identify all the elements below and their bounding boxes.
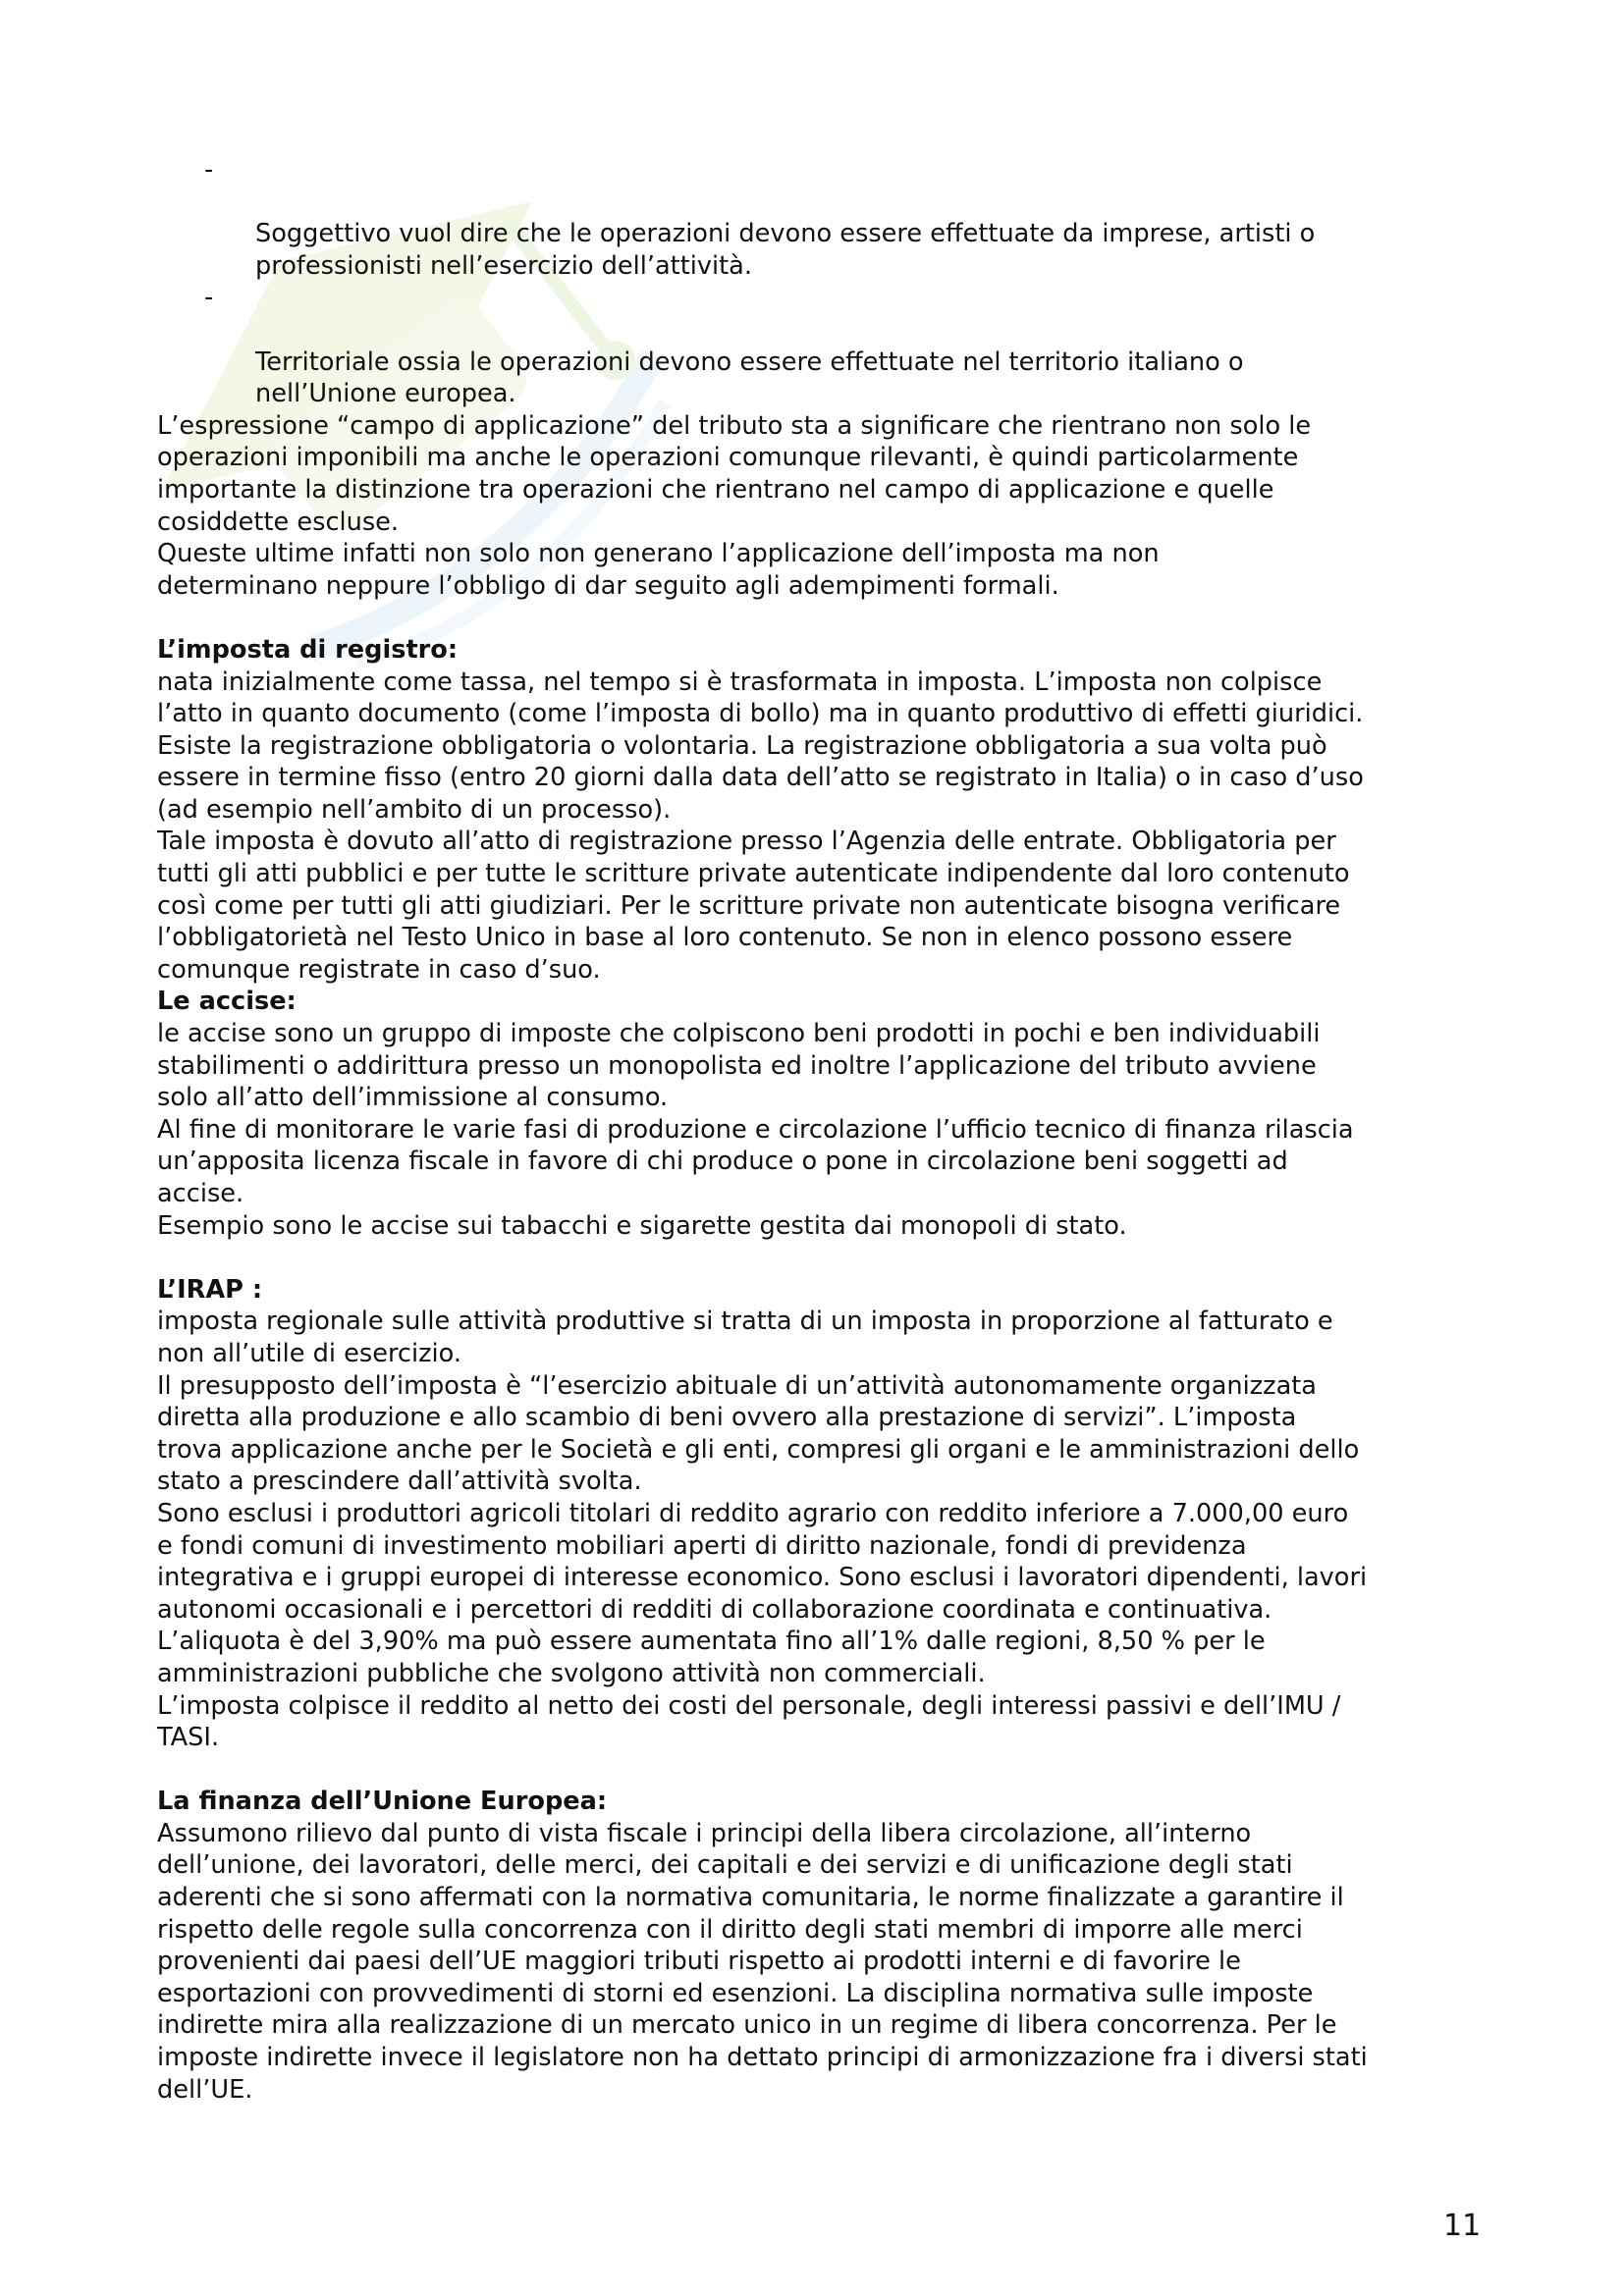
irap-paragraph-2: Il presupposto dell’imposta è “l’esercizio abituale di un’attività autonomamente organizzata diretta alla produzione e allo scambio di beni ovvero alla prestazione di servizi”. L’imposta trova applicazione anche per le Società e gli enti, compresi gli organi e le amministrazioni dello stato a prescindere dall’attività svolta.: [157, 1370, 1360, 1497]
spacer: [157, 1242, 1492, 1274]
bullet-marker: -: [204, 155, 214, 185]
section-heading-registro: L’imposta di registro:: [157, 634, 459, 665]
accise-paragraph-2: Al fine di monitorare le varie fasi di produzione e circolazione l’ufficio tecnico di finanza rilascia un’apposita licenza fiscale in favore di chi produce o pone in circolazione beni soggetti ad accise.: [157, 1114, 1354, 1208]
bullet-item-territoriale: [157, 282, 1492, 409]
irap-paragraph-5: L’imposta colpisce il reddito al netto dei costi del personale, degli interessi passivi e dell’IMU / TASI.: [157, 1690, 1341, 1753]
bullet-text: Territoriale ossia le operazioni devono essere effettuate nel territorio italiano o nell’Unione europea.: [255, 347, 1244, 409]
section-heading-irap: L’IRAP :: [157, 1274, 263, 1305]
bullet-text: Soggettivo vuol dire che le operazioni devono essere effettuate da imprese, artisti o professionisti nell’esercizio dell’attività.: [255, 219, 1316, 281]
section-heading-ue: La finanza dell’Unione Europea:: [157, 1787, 608, 1817]
registro-paragraph-1: nata inizialmente come tassa, nel tempo si è trasformata in imposta. L’imposta non colpisce l’atto in quanto documento (come l’imposta di bollo) ma in quanto produttivo di effetti giuridici. Esiste la registrazione obbligatoria o volontaria. La registrazione obbligatoria a sua volta può essere in termine fisso (entro 20 giorni dalla data dell’atto se registrato in Italia) o in caso d’uso (ad esempio nell’ambito di un processo).: [157, 667, 1364, 825]
section-heading-accise: Le accise:: [157, 987, 297, 1017]
irap-paragraph-3: Sono esclusi i produttori agricoli titolari di reddito agrario con reddito inferiore a 7.000,00 euro e fondi comuni di investimento mobiliari aperti di diritto nazionale, fondi di previdenza integrativa e i gruppi europei di interesse economico. Sono esclusi i lavoratori dipendenti, lavori autonomi occasionali e i percettori di redditi di collaborazione coordinata e continuativa.: [157, 1498, 1368, 1625]
page-number: 11: [1443, 2209, 1482, 2243]
document-body: [157, 154, 1492, 2106]
spacer: [157, 1754, 1492, 1787]
registro-paragraph-2: Tale imposta è dovuto all’atto di registrazione presso l’Agenzia delle entrate. Obbligatoria per tutti gli atti pubblici e per tutte le scritture private autenticate indipendente dal loro contenuto così come per tutti gli atti giudiziari. Per le scritture private non autenticate bisogna verificare l’obbligatorietà nel Testo Unico in base al loro contenuto. Se non in elenco possono essere comunque registrate in caso d’suo.: [157, 827, 1350, 985]
ue-paragraph-1: Assumono rilievo dal punto di vista fiscale i principi della libera circolazione, all’interno dell’unione, dei lavoratori, delle merci, dei capitali e dei servizi e di unificazione degli stati aderenti che si sono affermati con la normativa comunitaria, le norme finalizzate a garantire il rispetto delle regole sulla concorrenza con il diritto degli stati membri di imporre alle merci provenienti dai paesi dell’UE maggiori tributi rispetto ai prodotti interni e di favorire le esportazioni con provvedimenti di storni ed esenzioni. La disciplina normativa sulle imposte indirette mira alla realizzazione di un mercato unico in un regime di libera concorrenza. Per le imposte indirette invece il legislatore non ha dettato principi di armonizzazione fra i diversi stati dell’UE.: [157, 1818, 1368, 2105]
irap-paragraph-4: L’aliquota è del 3,90% ma può essere aumentata fino all’1% dalle regioni, 8,50 % per le amministrazioni pubbliche che svolgono attività non commerciali.: [157, 1627, 1266, 1688]
spacer: [157, 602, 1492, 634]
bullet-list: [157, 154, 1492, 410]
bullet-marker: -: [204, 283, 214, 313]
irap-paragraph-1: imposta regionale sulle attività produttive si tratta di un imposta in proporzione al fatturato e non all’utile di esercizio.: [157, 1307, 1333, 1368]
intro-paragraph-1: L’espressione “campo di applicazione” del tributo sta a significare che rientrano non solo le operazioni imponibili ma anche le operazioni comunque rilevanti, è quindi particolarmente importante la distinzione tra operazioni che rientrano nel campo di applicazione e quelle cosiddette escluse.: [157, 410, 1312, 537]
accise-paragraph-1: le accise sono un gruppo di imposte che colpiscono beni prodotti in pochi e ben individuabili stabilimenti o addirittura presso un monopolista ed inoltre l’applicazione del tributo avviene solo all’atto dell’immissione al consumo.: [157, 1019, 1321, 1113]
bullet-item-soggettivo: [157, 154, 1492, 282]
accise-paragraph-3: Esempio sono le accise sui tabacchi e sigarette gestita dai monopoli di stato.: [157, 1210, 1127, 1241]
intro-paragraph-2: Queste ultime infatti non solo non generano l’applicazione dell’imposta ma non determinano neppure l’obbligo di dar seguito agli adempimenti formali.: [157, 539, 1160, 601]
